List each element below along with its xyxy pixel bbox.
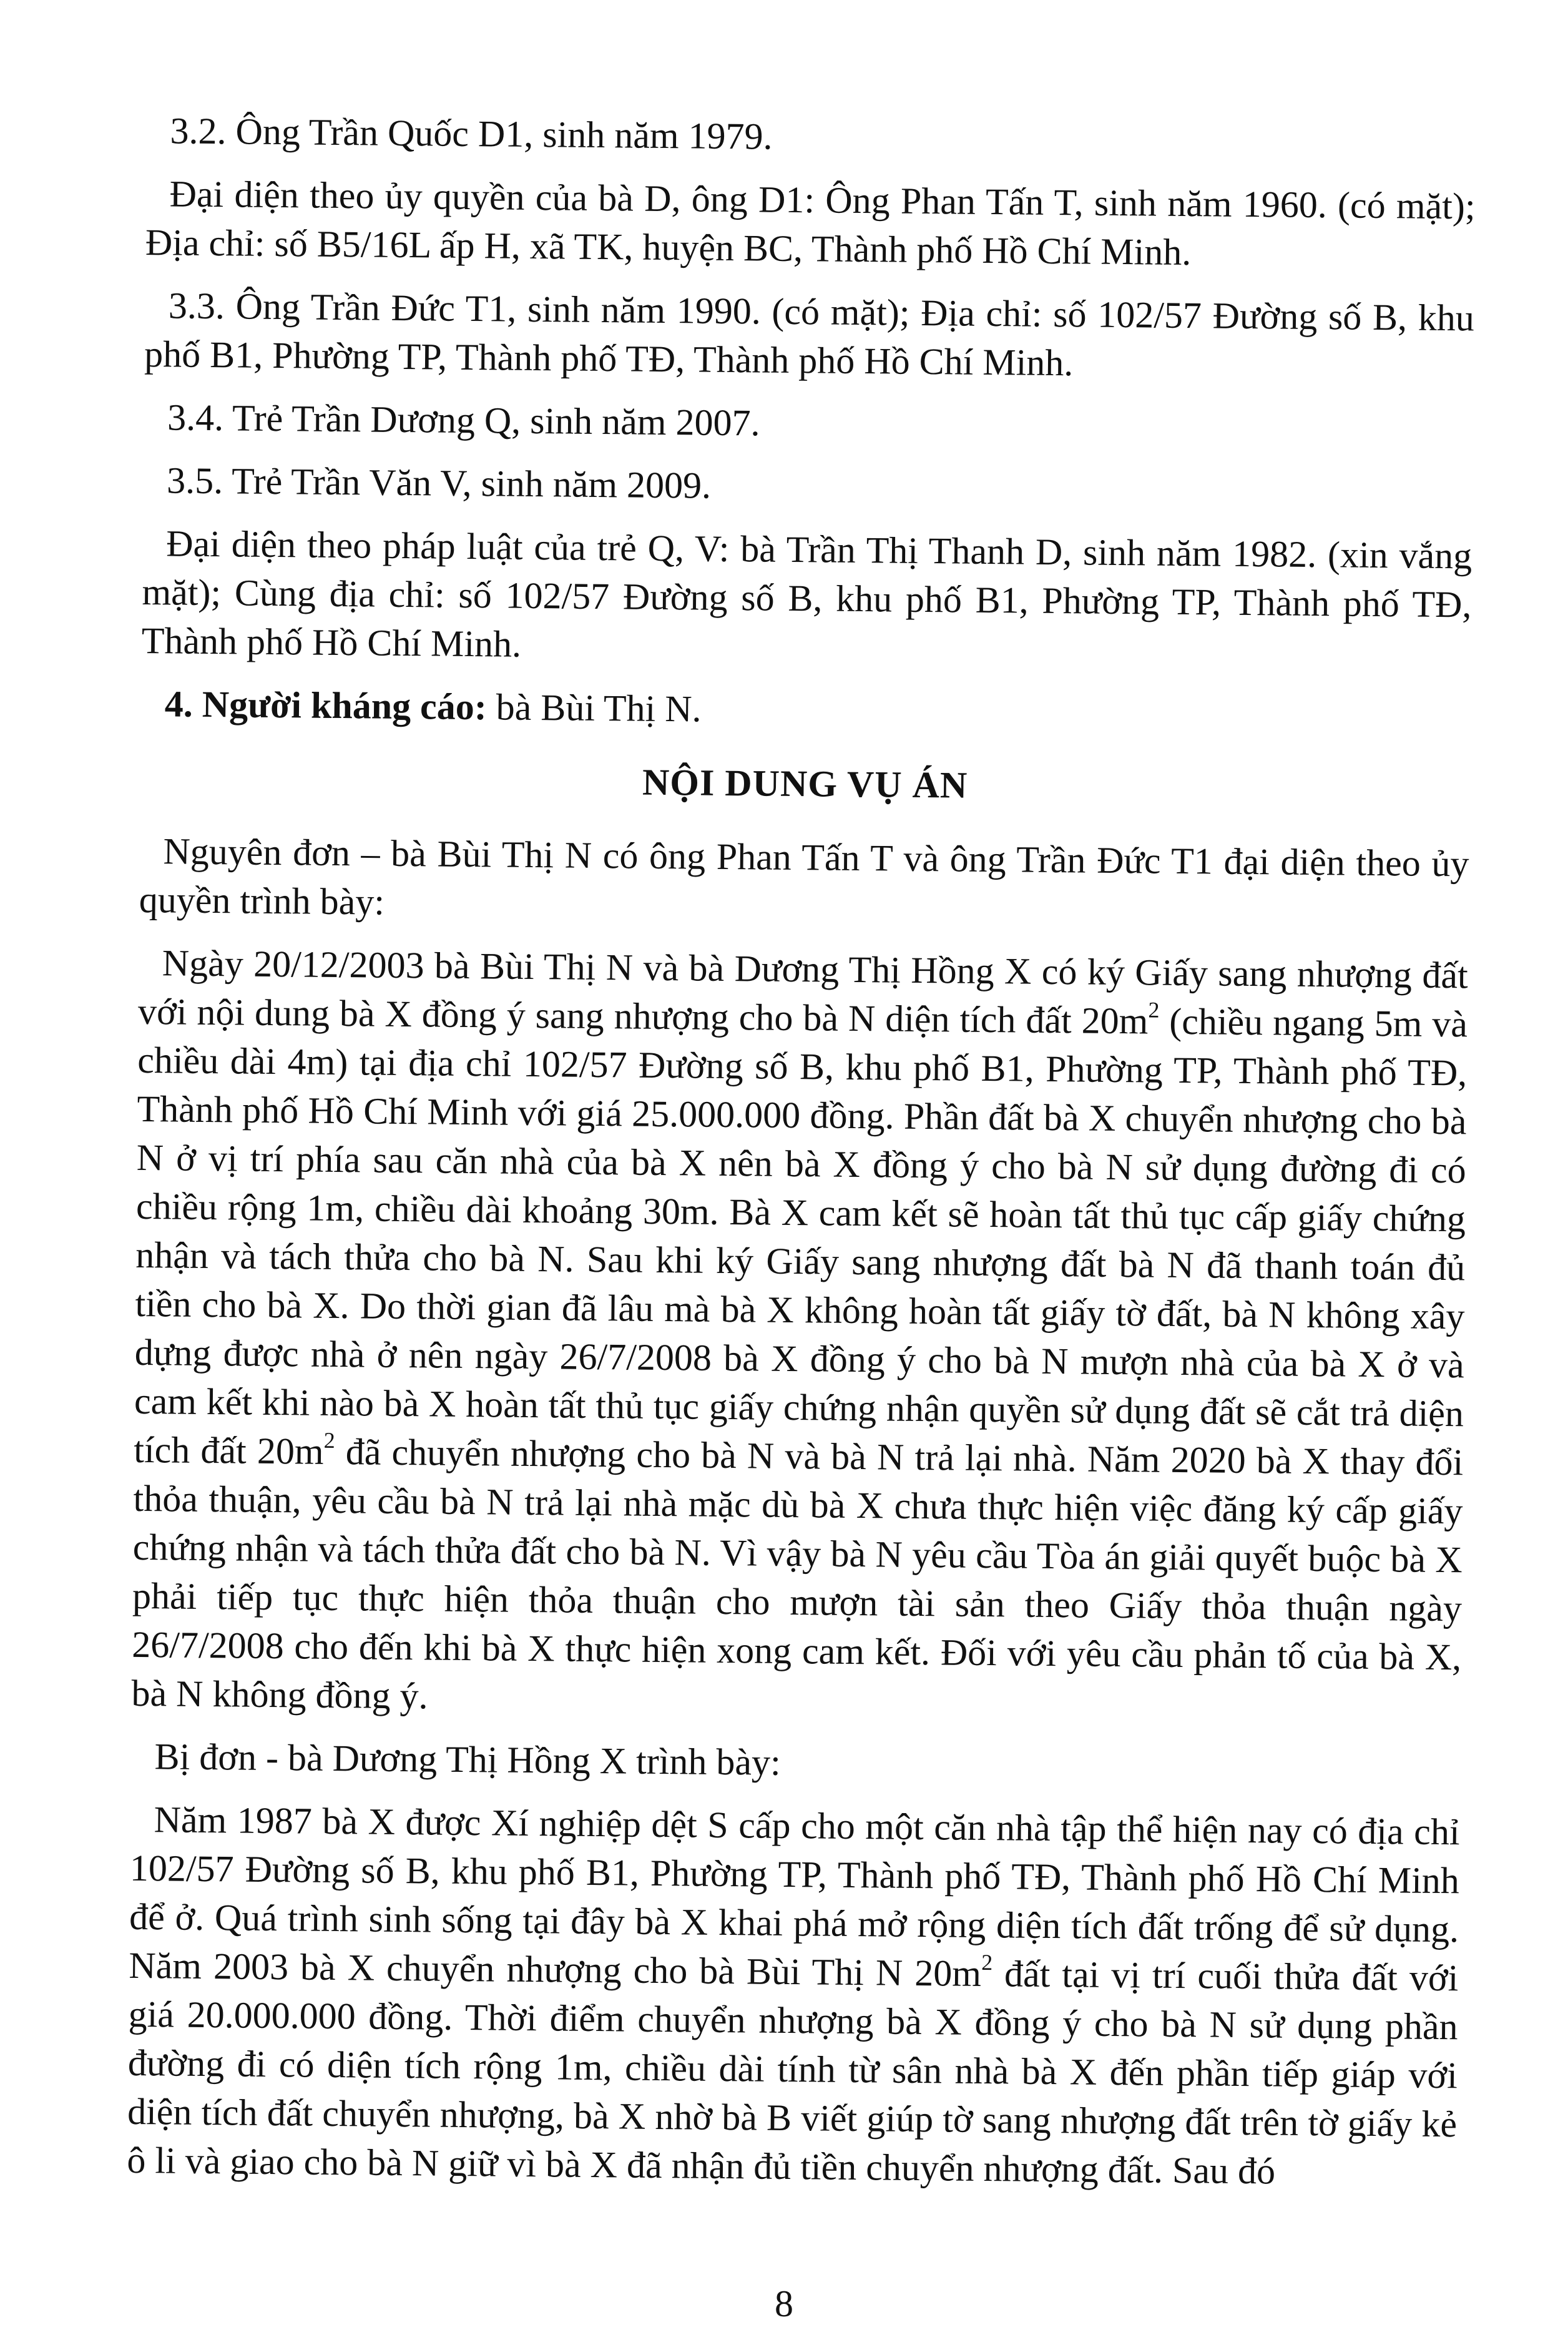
defendant-text-2: đất tại vị trí cuối thửa đất với giá 20.000.000 đồng. Thời điểm chuyển nhượng bà X đồng ý cho bà N sử dụng phần đường đi có diện tích rộng 1m, chiều dài tính từ sân nhà bà X đến phần tiếp giáp với diện tích đất chuyển nhượng, bà X nhờ bà B viết giúp tờ sang nhượng đất trên tờ giấy kẻ ô li và giao cho bà N giữ vì bà X đã nhận đủ tiền chuyển nhượng đất. Sau đó: [127, 1953, 1459, 2192]
defendant-statement: [127, 1795, 1460, 2197]
page-number: 8: [775, 2283, 793, 2324]
section-title: NỘI DUNG VỤ ÁN: [642, 761, 968, 806]
representative-q-v: Đại diện theo pháp luật của trẻ Q, V: bà Trần Thị Thanh D, sinh năm 1982. (xin vắng mặt); Cùng địa chỉ: số 102/57 Đường số B, khu phố B1, Phường TP, Thành phố TĐ, Thành phố Hồ Chí Minh.: [141, 523, 1472, 665]
item-3-3: 3.3. Ông Trần Đức T1, sinh năm 1990. (có mặt); Địa chỉ: số 102/57 Đường số B, khu phố B1, Phường TP, Thành phố TĐ, Thành phố Hồ Chí Minh.: [144, 285, 1475, 384]
plaintiff-text-2: (chiều ngang 5m và chiều dài 4m) tại địa chỉ 102/57 Đường số B, khu phố B1, Phường TP, Thành phố TĐ, Thành phố Hồ Chí Minh với giá 25.000.000 đồng. Phần đất bà X chuyển nhượng cho bà N ở vị trí phía sau căn nhà của bà X nên bà X đồng ý cho bà N sử dụng đường đi có chiều rộng 1m, chiều dài khoảng 30m. Bà X cam kết sẽ hoàn tất thủ tục cấp giấy chứng nhận và tách thửa cho bà N. Sau khi ký Giấy sang nhượng đất bà N đã thanh toán đủ tiền cho bà X. Do thời gian đã lâu mà bà X không hoàn tất giấy tờ đất, bà N không xây dựng được nhà ở nên ngày 26/7/2008 bà X đồng ý cho bà N mượn nhà của bà X ở và cam kết khi nào bà X hoàn tất thủ tục giấy chứng nhận quyền sử dụng đất sẽ cắt trả diện tích đất 20m: [134, 1000, 1468, 1472]
defendant-text-1: Năm 1987 bà X được Xí nghiệp dệt S cấp cho một căn nhà tập thể hiện nay có địa chỉ 102/57 Đường số B, khu phố B1, Phường TP, Thành phố TĐ, Thành phố Hồ Chí Minh để ở. Quá trình sinh sống tại đây bà X khai phá mở rộng diện tích đất trống để sử dụng. Năm 2003 bà X chuyển nhượng cho bà Bùi Thị N 20m: [129, 1799, 1460, 1994]
superscript-2: 2: [1148, 997, 1160, 1023]
representative-d-d1: Đại diện theo ủy quyền của bà D, ông D1: Ông Phan Tấn T, sinh năm 1960. (có mặt); Địa chỉ: số B5/16L ấp H, xã TK, huyện BC, Thành phố Hồ Chí Minh.: [145, 173, 1476, 273]
superscript-2: 2: [323, 1427, 335, 1453]
appellant-line: [140, 679, 1471, 740]
plaintiff-text-1: Ngày 20/12/2003 bà Bùi Thị N và bà Dương Thị Hồng X có ký Giấy sang nhượng đất với nội dung bà X đồng ý sang nhượng cho bà N diện tích đất 20m: [137, 942, 1469, 1042]
item-3-4: 3.4. Trẻ Trần Dương Q, sinh năm 2007.: [167, 396, 760, 444]
plaintiff-intro: Nguyên đơn – bà Bùi Thị N có ông Phan Tấn T và ông Trần Đức T1 đại diện theo ủy quyền trình bày:: [139, 830, 1469, 923]
document-body: [127, 106, 1476, 2211]
superscript-2: 2: [981, 1949, 993, 1975]
appellant-value: bà Bùi Thị N.: [486, 686, 702, 730]
defendant-intro: Bị đơn - bà Dương Thị Hồng X trình bày:: [154, 1736, 782, 1783]
plaintiff-text-3: đã chuyển nhượng cho bà N và bà N trả lại nhà. Năm 2020 bà X thay đổi thỏa thuận, yêu cầu bà N trả lại nhà mặc dù bà X chưa thực hiện việc đăng ký cấp giấy chứng nhận và tách thửa đất cho bà N. Vì vậy bà N yêu cầu Tòa án giải quyết buộc bà X phải tiếp tục thực hiện thỏa thuận cho mượn tài sản theo Giấy thỏa thuận ngày 26/7/2008 cho đến khi bà X thực hiện xong cam kết. Đối với yêu cầu phản tố của bà X, bà N không đồng ý.: [131, 1430, 1464, 1717]
item-3-2: 3.2. Ông Trần Quốc D1, sinh năm 1979.: [170, 110, 773, 157]
plaintiff-statement: [131, 938, 1468, 1730]
item-3-5: 3.5. Trẻ Trần Văn V, sinh năm 2009.: [166, 460, 712, 506]
appellant-label: 4. Người kháng cáo:: [164, 683, 488, 728]
